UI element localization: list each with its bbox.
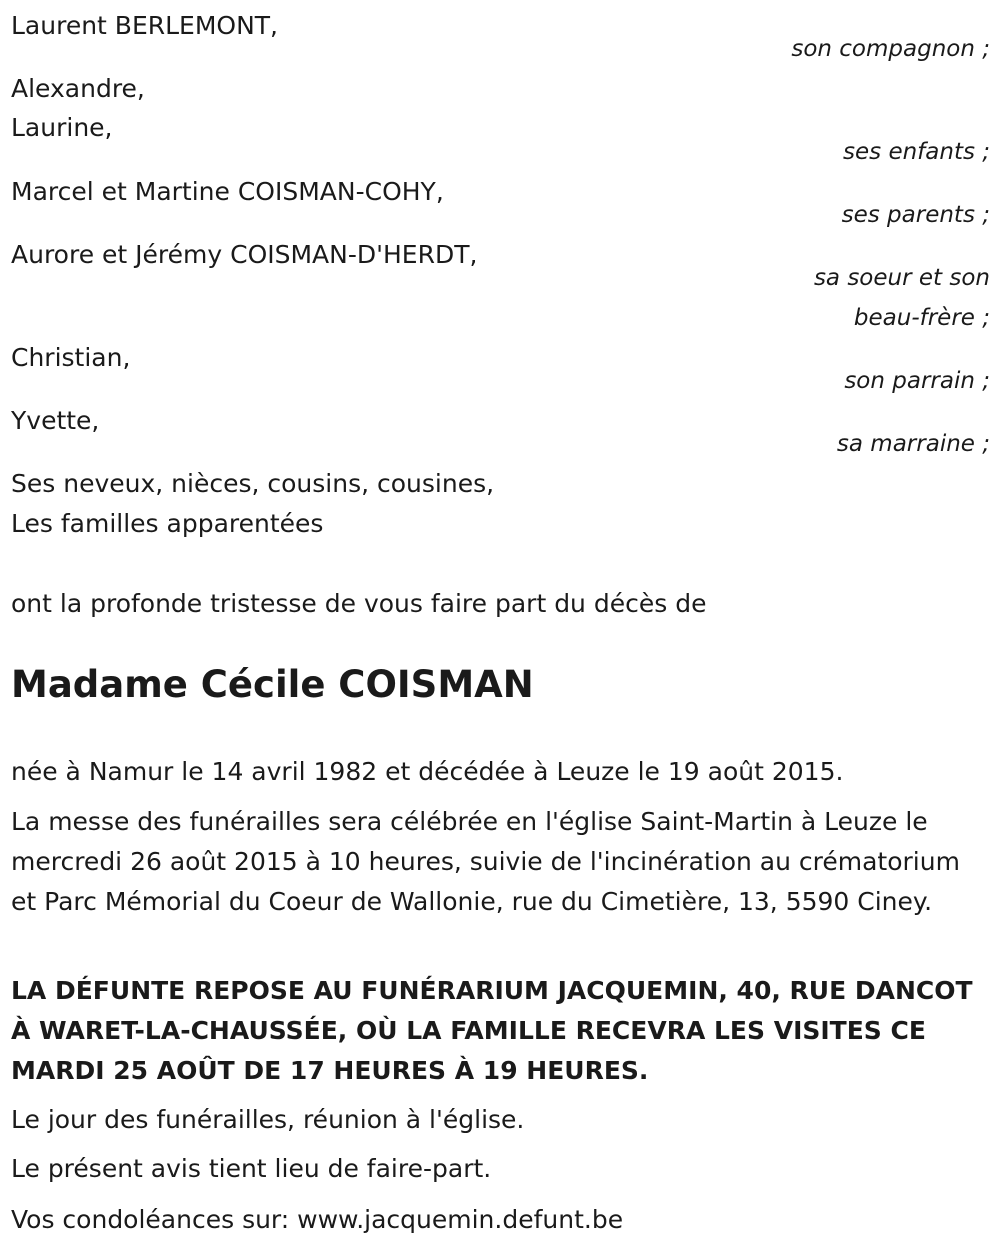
announcement: ont la profonde tristesse de vous faire part du décès de — [11, 589, 707, 618]
sister-name: Aurore et Jérémy COISMAN-D'HERDT, — [11, 240, 478, 269]
sister-role-continued: beau-frère ; — [853, 305, 990, 331]
meeting-line: Le jour des funérailles, réunion à l'église. — [11, 1105, 525, 1134]
relatives-line: Ses neveux, nièces, cousins, cousines, — [11, 469, 495, 498]
child-name: Alexandre, — [11, 74, 145, 103]
companion-role: son compagnon ; — [791, 36, 990, 62]
children-role: ses enfants ; — [843, 139, 990, 165]
godfather-role: son parrain ; — [844, 368, 990, 394]
godmother-name: Yvette, — [11, 406, 100, 435]
godfather-name: Christian, — [11, 343, 131, 372]
parents-role: ses parents ; — [841, 202, 990, 228]
condolences-line: Vos condoléances sur: www.jacquemin.defunt.be — [11, 1205, 624, 1234]
families-line: Les familles apparentées — [11, 509, 324, 538]
visitation-paragraph: LA DÉFUNTE REPOSE AU FUNÉRARIUM JACQUEMIN, 40, RUE DANCOT À WARET-LA-CHAUSSÉE, OÙ LA FAMILLE RECEVRA LES VISITES CE MARDI 25 AOÛT DE 17 HEURES À 19 HEURES. — [11, 976, 973, 1085]
birth-death-line: née à Namur le 14 avril 1982 et décédée à Leuze le 19 août 2015. — [11, 757, 844, 786]
parents-name: Marcel et Martine COISMAN-COHY, — [11, 177, 444, 206]
godmother-role: sa marraine ; — [836, 431, 990, 457]
sister-role: sa soeur et son — [813, 265, 990, 291]
companion-name: Laurent BERLEMONT, — [11, 11, 279, 40]
notice-line: Le présent avis tient lieu de faire-part. — [11, 1154, 492, 1183]
child-name: Laurine, — [11, 113, 113, 142]
funeral-paragraph: La messe des funérailles sera célébrée en l'église Saint-Martin à Leuze le mercredi 26 août 2015 à 10 heures, suivie de l'incinération au crématorium et Parc Mémorial du Coeur de Wallonie, rue du Cimetière, 13, 5590 Ciney. — [11, 807, 960, 916]
deceased-name: Madame Cécile COISMAN — [11, 663, 534, 706]
